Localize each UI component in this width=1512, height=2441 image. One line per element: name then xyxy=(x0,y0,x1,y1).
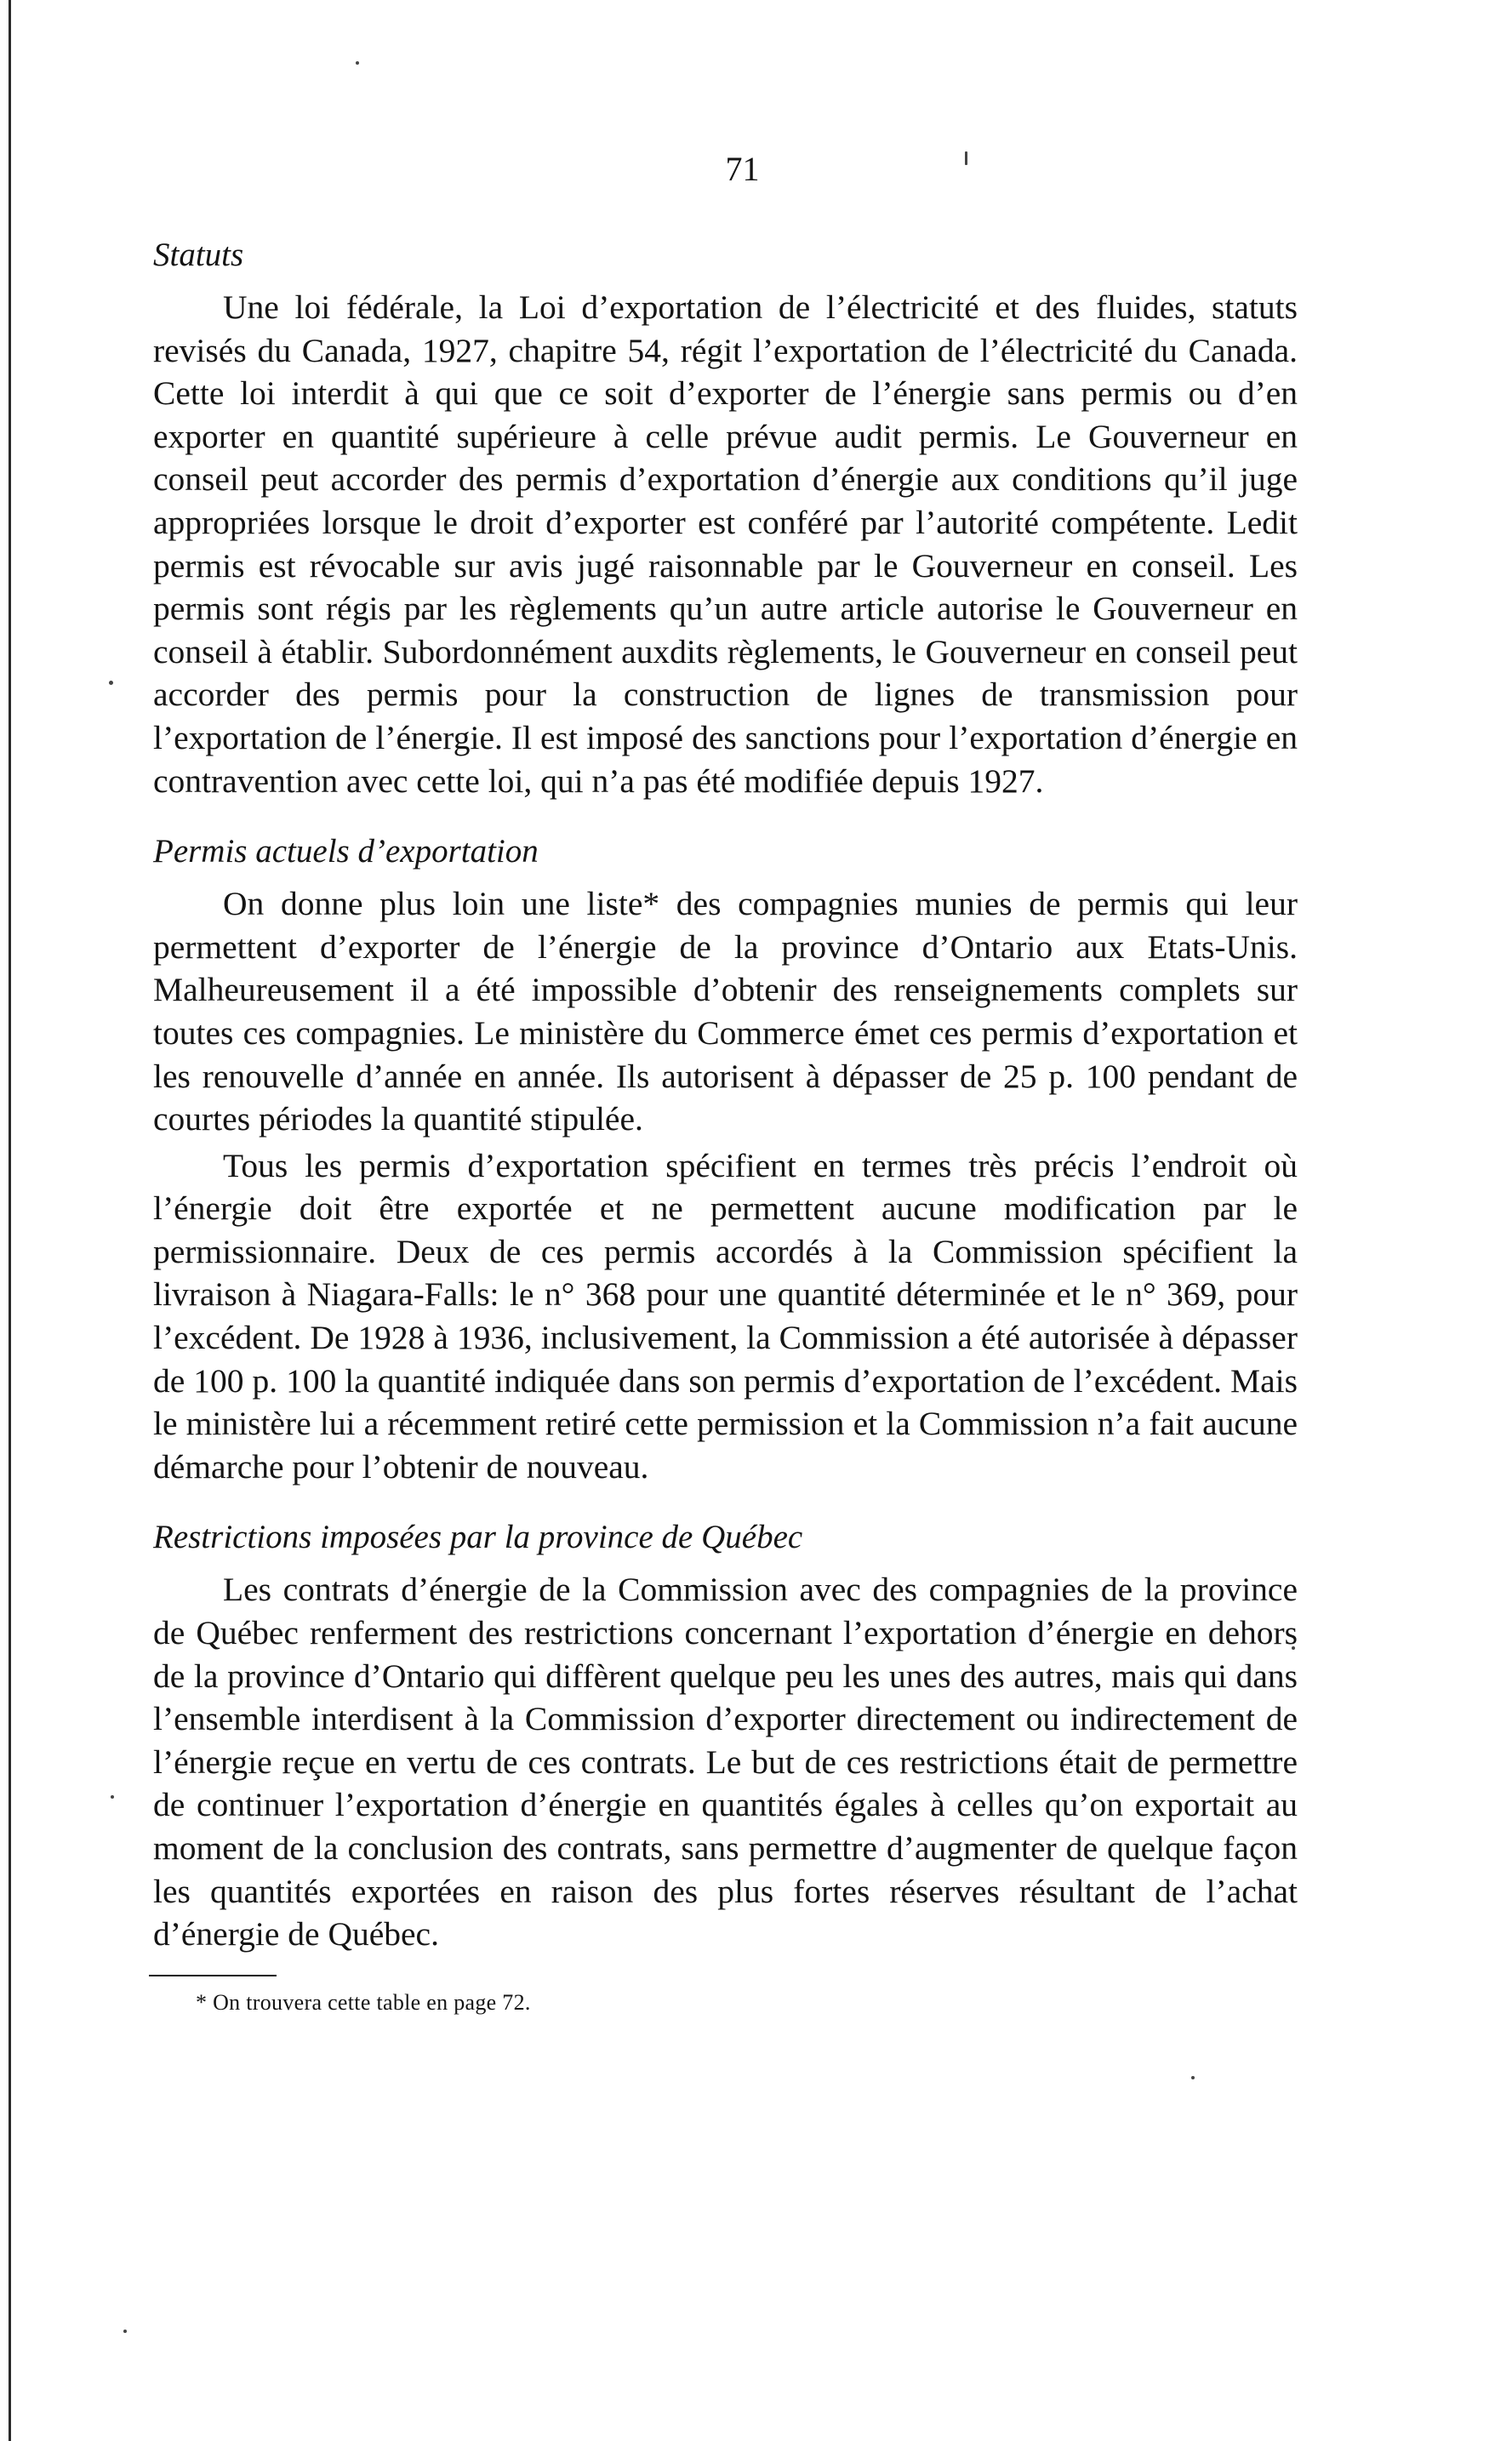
footnote: * On trouvera cette table en page 72. xyxy=(196,1989,531,2015)
section-permis-actuels xyxy=(153,830,1298,1488)
section-title: Permis actuels d’exportation xyxy=(153,833,539,870)
paragraph: Tous les permis d’exportation spécifient en termes très précis l’endroit où l’énergie doit être exportée et ne permettent aucune modification par le permissionnaire. Deux de ces permis accordés à la Commission spécifient la livraison à Niagara-Falls: le n° 368 pour une quantité déterminée et le n° 369, pour l’excédent. De 1928 à 1936, inclusivement, la Commission a été autorisée à dépasser de 100 p. 100 la quantité indiquée dans son permis d’exportation de l’excédent. Mais le ministère lui a récemment retiré cette permission et la Commission n’a fait aucune démarche pour l’obtenir de nouveau. xyxy=(153,1146,1298,1486)
scan-edge xyxy=(9,0,11,2441)
section-statuts xyxy=(153,233,1298,802)
section-title: Statuts xyxy=(153,237,244,273)
footnote-divider xyxy=(149,1975,277,1976)
section-title: Restrictions imposées par la province de Québec xyxy=(153,1519,803,1556)
paragraph: On donne plus loin une liste* des compagnies munies de permis qui leur permettent d’exporter de l’énergie de la province d’Ontario aux Etats-Unis. Malheureusement il a été impossible d’obtenir des renseignements complets sur toutes ces compagnies. Le ministère du Commerce émet ces permis d’exportation et les renouvelle d’année en année. Ils autorisent à dépasser de 25 p. 100 pendant de courtes périodes la quantité stipulée. xyxy=(153,885,1298,1138)
paragraph: Une loi fédérale, la Loi d’exportation de l’électricité et des fluides, statuts revisés du Canada, 1927, chapitre 54, régit l’exportation de l’électricité du Canada. Cette loi interdit à qui que ce soit d’exporter de l’énergie sans permis ou d’en exporter en quantité supérieure à celle prévue audit permis. Le Gouverneur en conseil peut accorder des permis d’exportation d’énergie aux conditions qu’il juge appropriées lorsque le droit d’exporter est conféré par l’autorité compétente. Ledit permis est révocable sur avis jugé raisonnable par le Gouverneur en conseil. Les permis sont régis par les règlements qu’un autre article autorise le Gouverneur en conseil à établir. Subordonnément auxdits règlements, le Gouverneur en conseil peut accorder des permis pour la construction de lignes de transmission pour l’exportation de l’énergie. Il est imposé des sanctions pour l’exportation d’énergie en contravention avec cette loi, qui n’a pas été modifiée depuis 1927. xyxy=(153,288,1298,800)
section-restrictions-quebec xyxy=(153,1515,1298,1955)
page-number: 71 xyxy=(725,150,760,188)
document-page xyxy=(153,149,1298,2016)
paragraph: Les contrats d’énergie de la Commission avec des compagnies de la province de Québec renferment des restrictions concernant l’exportation d’énergie en dehors de la province d’Ontario qui diffèrent quelque peu les unes des autres, mais qui dans l’ensemble interdisent à la Commission d’exporter directement ou indirectement de l’énergie reçue en vertu de ces contrats. Le but de ces restrictions était de permettre de continuer l’exportation d’énergie en quantités égales à celles qu’on exportait au moment de la conclusion des contrats, sans permettre d’augmenter de quelque façon les quantités exportées en raison des plus fortes réserves résultant de l’achat d’énergie de Québec. xyxy=(153,1571,1298,1953)
